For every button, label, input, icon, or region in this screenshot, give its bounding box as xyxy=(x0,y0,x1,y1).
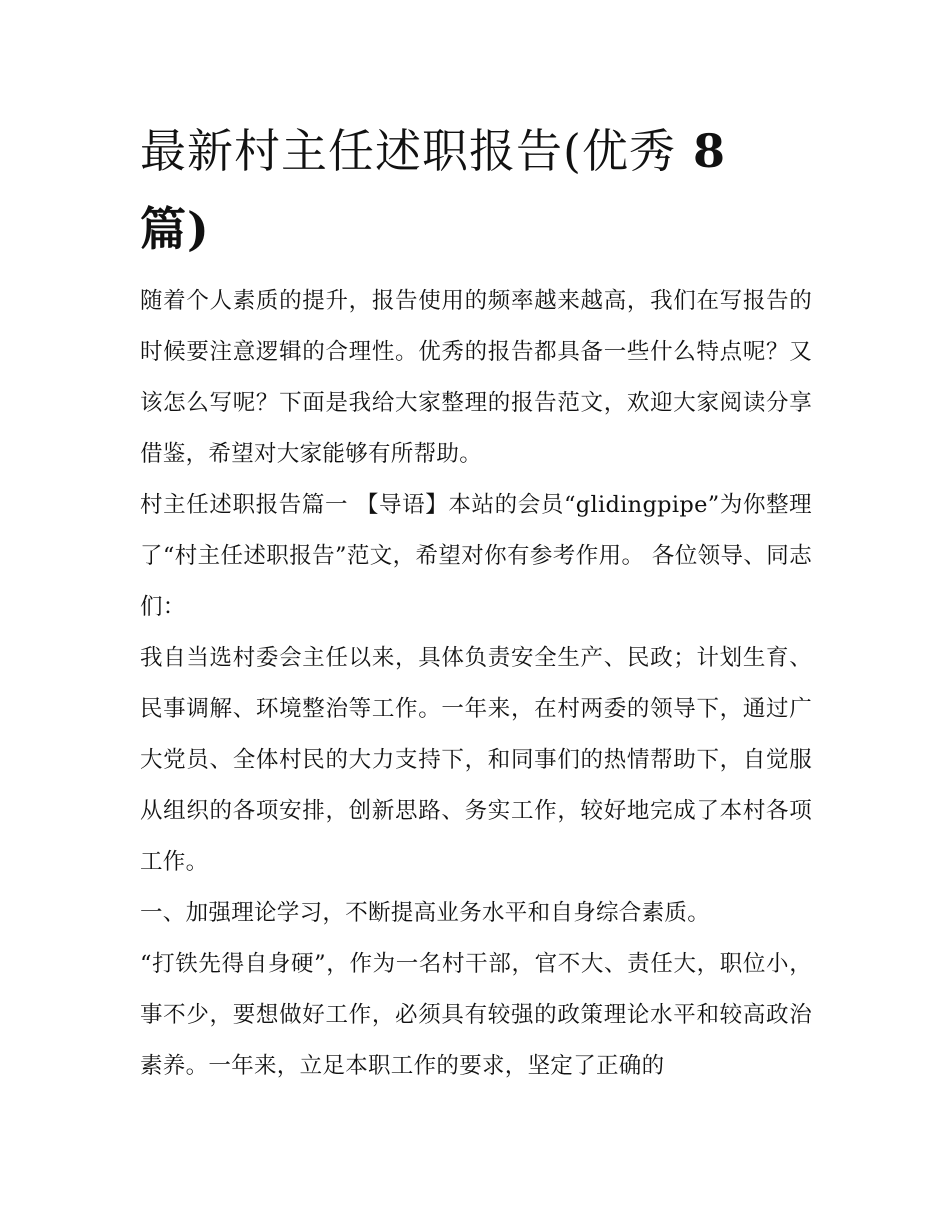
title-end-text: 篇) xyxy=(140,202,210,256)
intro-paragraph: 随着个人素质的提升，报告使用的频率越来越高，我们在写报告的时候要注意逻辑的合理性。优秀的报告都具备一些什么特点呢？又该怎么写呢？下面是我给大家整理的报告范文，欢迎大家阅读分享借鉴，希望对大家能够有所帮助。 xyxy=(140,288,812,467)
section-one-intro-paragraph: 村主任述职报告篇一 【导语】本站的会员“glidingpipe”为你整理了“村主任述职报告”范文，希望对你有参考作用。 各位领导、同志们： xyxy=(140,492,812,620)
title-number: 8 xyxy=(675,124,726,178)
section-heading-paragraph: 一、加强理论学习，不断提高业务水平和自身综合素质。 xyxy=(140,900,711,926)
document-page xyxy=(140,112,812,1092)
title-main-text: 最新村主任述职报告(优秀 xyxy=(140,124,676,178)
document-title xyxy=(140,112,812,268)
body-paragraph: 我自当选村委会主任以来，具体负责安全生产、民政；计划生育、民事调解、环境整治等工作。一年来，在村两委的领导下，通过广大党员、全体村民的大力支持下，和同事们的热情帮助下，自觉服从组织的各项安排，创新思路、务实工作，较好地完成了本村各项工作。 xyxy=(140,645,812,875)
body-paragraph-continued: “打铁先得自身硬”，作为一名村干部，官不大、责任大，职位小，事不少，要想做好工作，必须具有较强的政策理论水平和较高政治素养。一年来，立足本职工作的要求，坚定了正确的 xyxy=(140,951,812,1079)
